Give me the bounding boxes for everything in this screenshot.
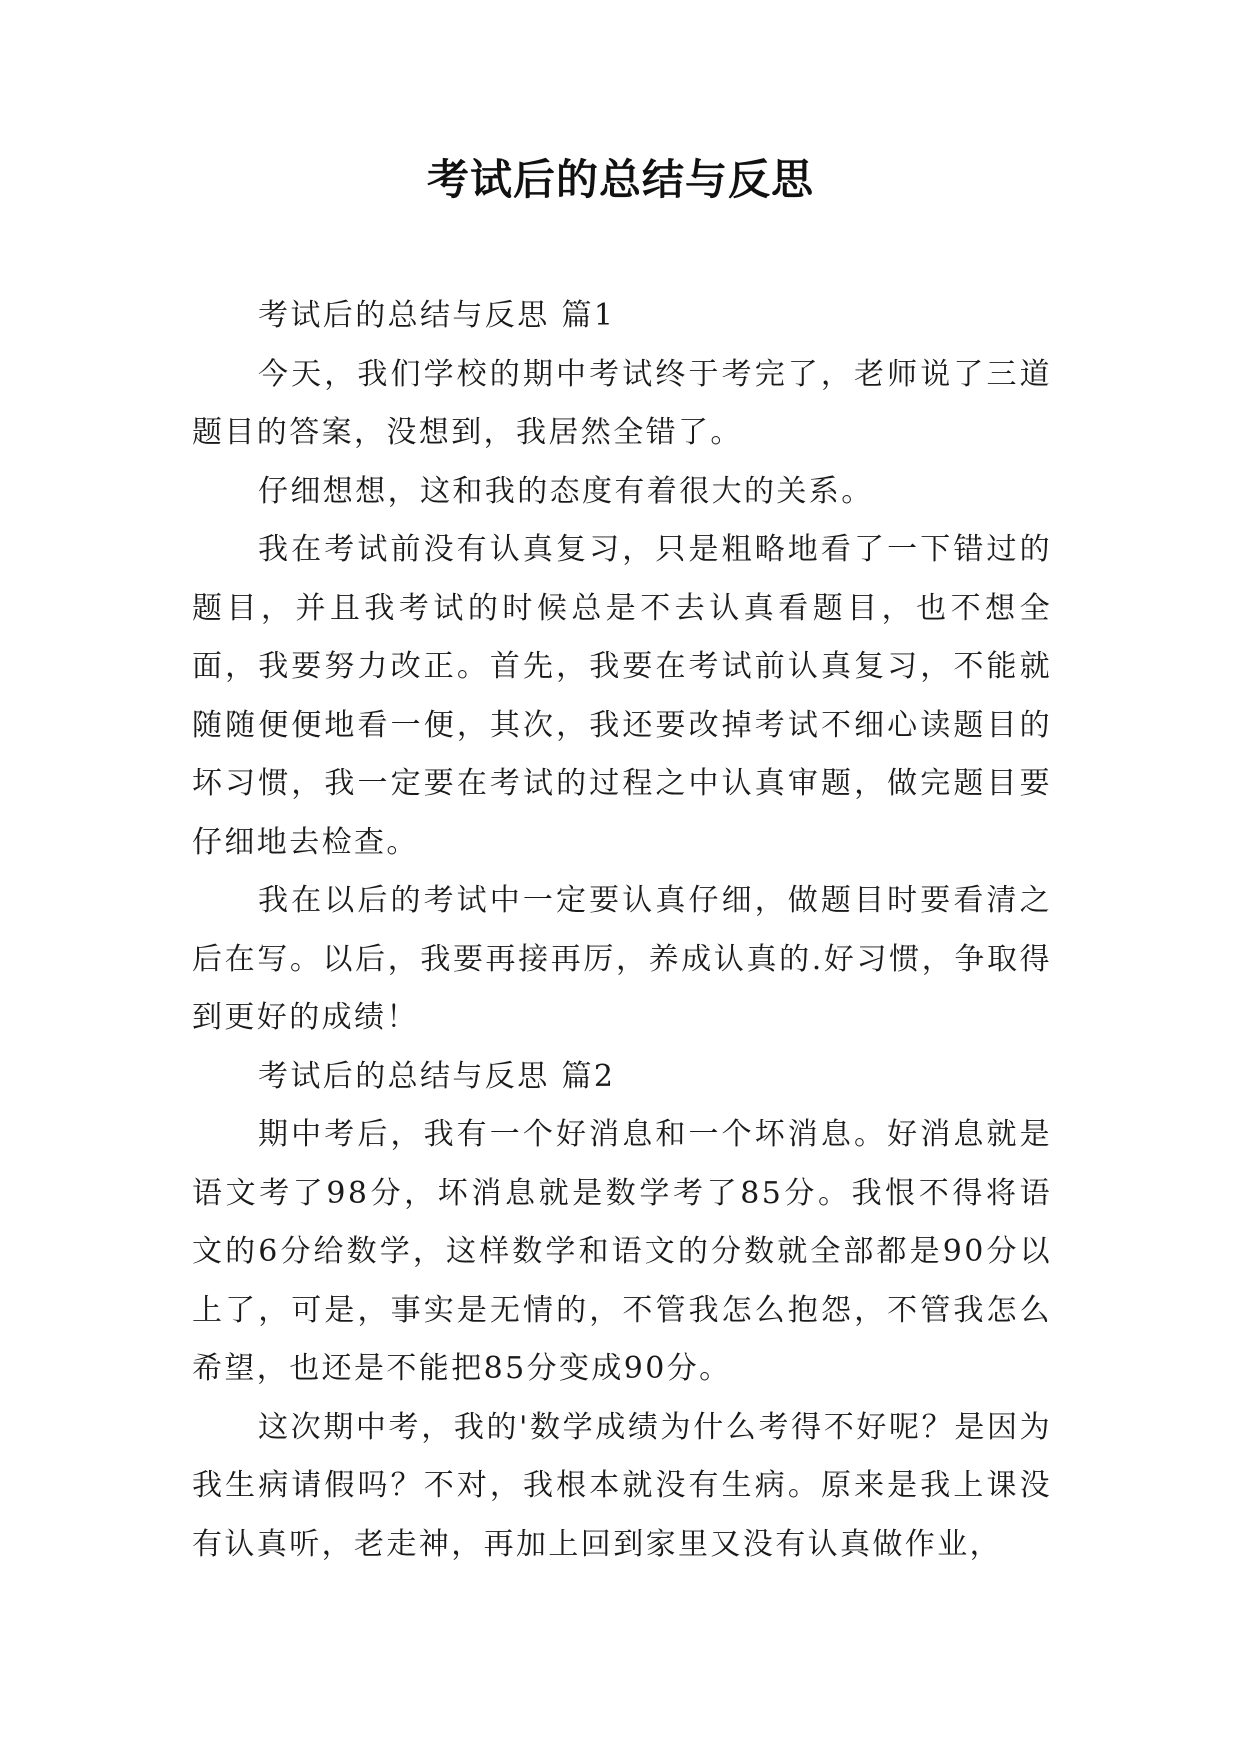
section-heading-2: 考试后的总结与反思 篇2 xyxy=(258,1058,616,1094)
section-heading-1: 考试后的总结与反思 篇1 xyxy=(258,298,616,333)
document-body xyxy=(192,287,1052,1574)
paragraph: 我在以后的考试中一定要认真仔细，做题目时要看清之后在写。以后，我要再接再厉，养成认真的.好习惯，争取得到更好的成绩！ xyxy=(192,883,1052,1035)
paragraph: 今天，我们学校的期中考试终于考完了，老师说了三道题目的答案，没想到，我居然全错了。 xyxy=(192,356,1052,450)
paragraph: 仔细想想，这和我的态度有着很大的关系。 xyxy=(258,473,874,509)
paragraph: 期中考后，我有一个好消息和一个坏消息。好消息就是语文考了98分，坏消息就是数学考了85分。我恨不得将语文的6分给数学，这样数学和语文的分数就全部都是90分以上了，可是，事实是无情的，不管我怎么抱怨，不管我怎么希望，也还是不能把85分变成90分。 xyxy=(192,1117,1052,1386)
paragraph: 我在考试前没有认真复习，只是粗略地看了一下错过的题目，并且我考试的时候总是不去认真看题目，也不想全面，我要努力改正。首先，我要在考试前认真复习，不能就随随便便地看一便，其次，我还要改掉考试不细心读题目的坏习惯，我一定要在考试的过程之中认真审题，做完题目要仔细地去检查。 xyxy=(192,532,1052,860)
document-title: 考试后的总结与反思 xyxy=(426,155,814,204)
paragraph: 这次期中考，我的'数学成绩为什么考得不好呢？是因为我生病请假吗？不对，我根本就没有生病。原来是我上课没有认真听，老走神，再加上回到家里又没有认真做作业， xyxy=(192,1409,1052,1562)
